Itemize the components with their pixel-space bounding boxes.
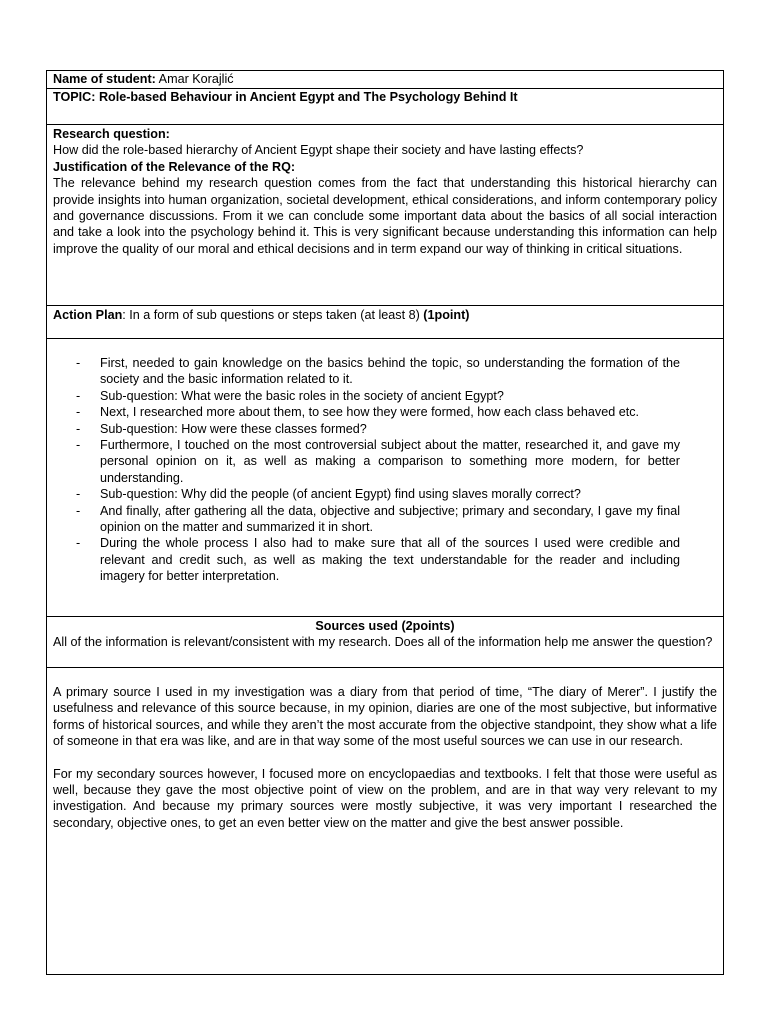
action-plan-label: Action Plan [53, 308, 123, 322]
student-name-row [47, 71, 723, 89]
research-question-text: How did the role-based hierarchy of Ancient Egypt shape their society and have lasting effects? [53, 143, 584, 158]
secondary-source-paragraph: For my secondary sources however, I focused more on encyclopaedias and textbooks. I felt that those were useful as well, because they gave the most objective point of view on the problem, and are in that way very relevant to my investigation. And because my primary sources were mostly subjective, it was very important I researched the secondary, objective ones, to get an even better view on the matter and give the best answer possible. [53, 766, 717, 830]
justification-label: Justification of the Relevance of the RQ: [53, 159, 296, 174]
action-plan-steps [47, 339, 723, 617]
research-question-label: Research question: [53, 127, 170, 141]
topic-title: TOPIC: Role-based Behaviour in Ancient Egypt and The Psychology Behind It [53, 90, 518, 104]
topic-row [47, 89, 723, 125]
list-item: - Next, I researched more about them, to see how they were formed, how each class behaved etc. [76, 405, 640, 420]
student-name-value: Amar Korajlić [158, 72, 234, 86]
student-name-label: Name of student: [53, 72, 156, 86]
list-item: - Furthermore, I touched on the most controversial subject about the matter, researched it, and gave my personal opinion on it, as well as making a comparison to something more modern, for better understanding. [76, 438, 680, 485]
list-item: - Sub-question: How were these classes formed? [76, 421, 367, 436]
action-plan-header [47, 306, 723, 339]
list-item: - Sub-question: Why did the people (of ancient Egypt) find using slaves morally correct? [76, 487, 581, 502]
sources-header [47, 617, 723, 668]
list-item: - First, needed to gain knowledge on the basics behind the topic, so understanding the formation of the society and the basic information related to it. [76, 356, 680, 387]
list-item: - And finally, after gathering all the data, objective and subjective; primary and secondary, I gave my final opinion on the matter and summarized it in short. [76, 503, 680, 535]
report-table [46, 70, 724, 975]
list-item: - Sub-question: What were the basic roles in the society of ancient Egypt? [76, 388, 504, 403]
sources-question: All of the information is relevant/consistent with my research. Does all of the information help me answer the question? [53, 635, 713, 650]
action-plan-list [53, 355, 717, 585]
sources-body [47, 668, 723, 974]
action-plan-description: : In a form of sub questions or steps taken (at least 8) [122, 308, 424, 322]
sources-heading: Sources used (2points) [315, 619, 455, 633]
justification-text: The relevance behind my research question comes from the fact that understanding this historical hierarchy can provide insights into human organization, societal development, ethical considerations, and inform contemporary policy and governance discussions. From it we can conclude some important data about the basics of all social interaction and take a look into the psychology behind it. This is very significant because understanding this information can help improve the quality of our moral and ethical decisions and in term expand our way of thinking in critical situations. [53, 176, 717, 256]
list-item: - During the whole process I also had to make sure that all of the sources I used were credible and relevant and credit such, as well as making the text understandable for the reader and including imagery for better interpretation. [76, 536, 680, 584]
research-question-section [47, 125, 723, 306]
action-plan-points: (1point) [423, 308, 470, 322]
primary-source-paragraph: A primary source I used in my investigation was a diary from that period of time, “The diary of Merer”. I justify the usefulness and relevance of this source because, in my opinion, diaries are one of the most subjective, but informative forms of historical sources, and while they aren’t the most accurate from the objective standpoint, they show what a life of someone in that era was like, and are in that way some of the most useful sources we can use in our research. [53, 685, 717, 749]
